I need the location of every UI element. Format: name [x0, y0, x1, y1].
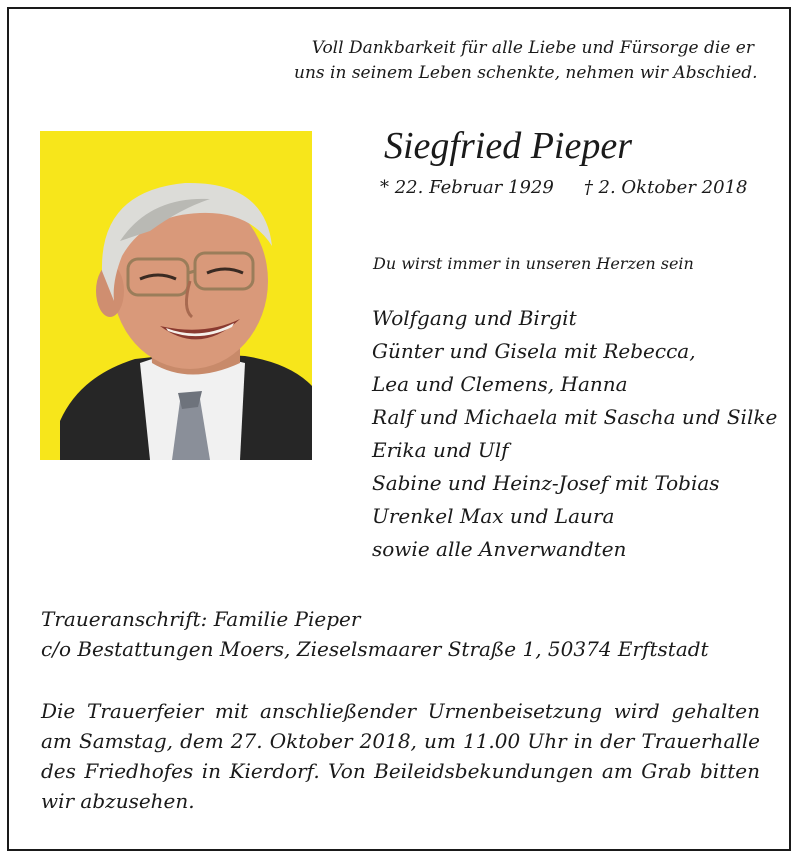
intro-text: [294, 36, 758, 86]
life-dates: [380, 176, 747, 200]
mourner-line: Urenkel Max und Laura: [372, 504, 615, 528]
death-date: † 2. Oktober 2018: [583, 177, 748, 198]
address-line-2: c/o Bestattungen Moers, Zieselsmaarer Straße 1, 50374 Erftstadt: [41, 637, 709, 661]
portrait-photo: [40, 131, 312, 460]
mourning-address: [41, 604, 709, 664]
mourner-line: Sabine und Heinz-Josef mit Tobias: [372, 471, 720, 495]
address-line-1: Traueranschrift: Familie Pieper: [41, 607, 361, 631]
motto-text: Du wirst immer in unseren Herzen sein: [373, 254, 694, 273]
funeral-notice: Die Trauerfeier mit anschließender Urnenbeisetzung wird gehalten am Samstag, dem 27. Oktober 2018, um 11.00 Uhr in der Trauerhalle des Friedhofes in Kierdorf. Von Beileidsbekundungen am Grab bitten wir abzusehen.: [41, 699, 760, 813]
mourner-line: Erika und Ulf: [372, 438, 509, 462]
mourners-list: [372, 302, 777, 566]
mourner-line: Ralf und Michaela mit Sascha und Silke: [372, 405, 778, 429]
birth-date: * 22. Februar 1929: [380, 177, 554, 198]
intro-line-2: uns in seinem Leben schenkte, nehmen wir Abschied.: [294, 63, 758, 83]
intro-line-1: Voll Dankbarkeit für alle Liebe und Fürsorge die er: [311, 38, 754, 58]
mourner-line: sowie alle Anverwandten: [372, 537, 627, 561]
mourner-line: Wolfgang und Birgit: [372, 306, 577, 330]
mourner-line: Lea und Clemens, Hanna: [372, 372, 628, 396]
mourner-line: Günter und Gisela mit Rebecca,: [372, 339, 696, 363]
deceased-name: Siegfried Pieper: [384, 125, 632, 167]
